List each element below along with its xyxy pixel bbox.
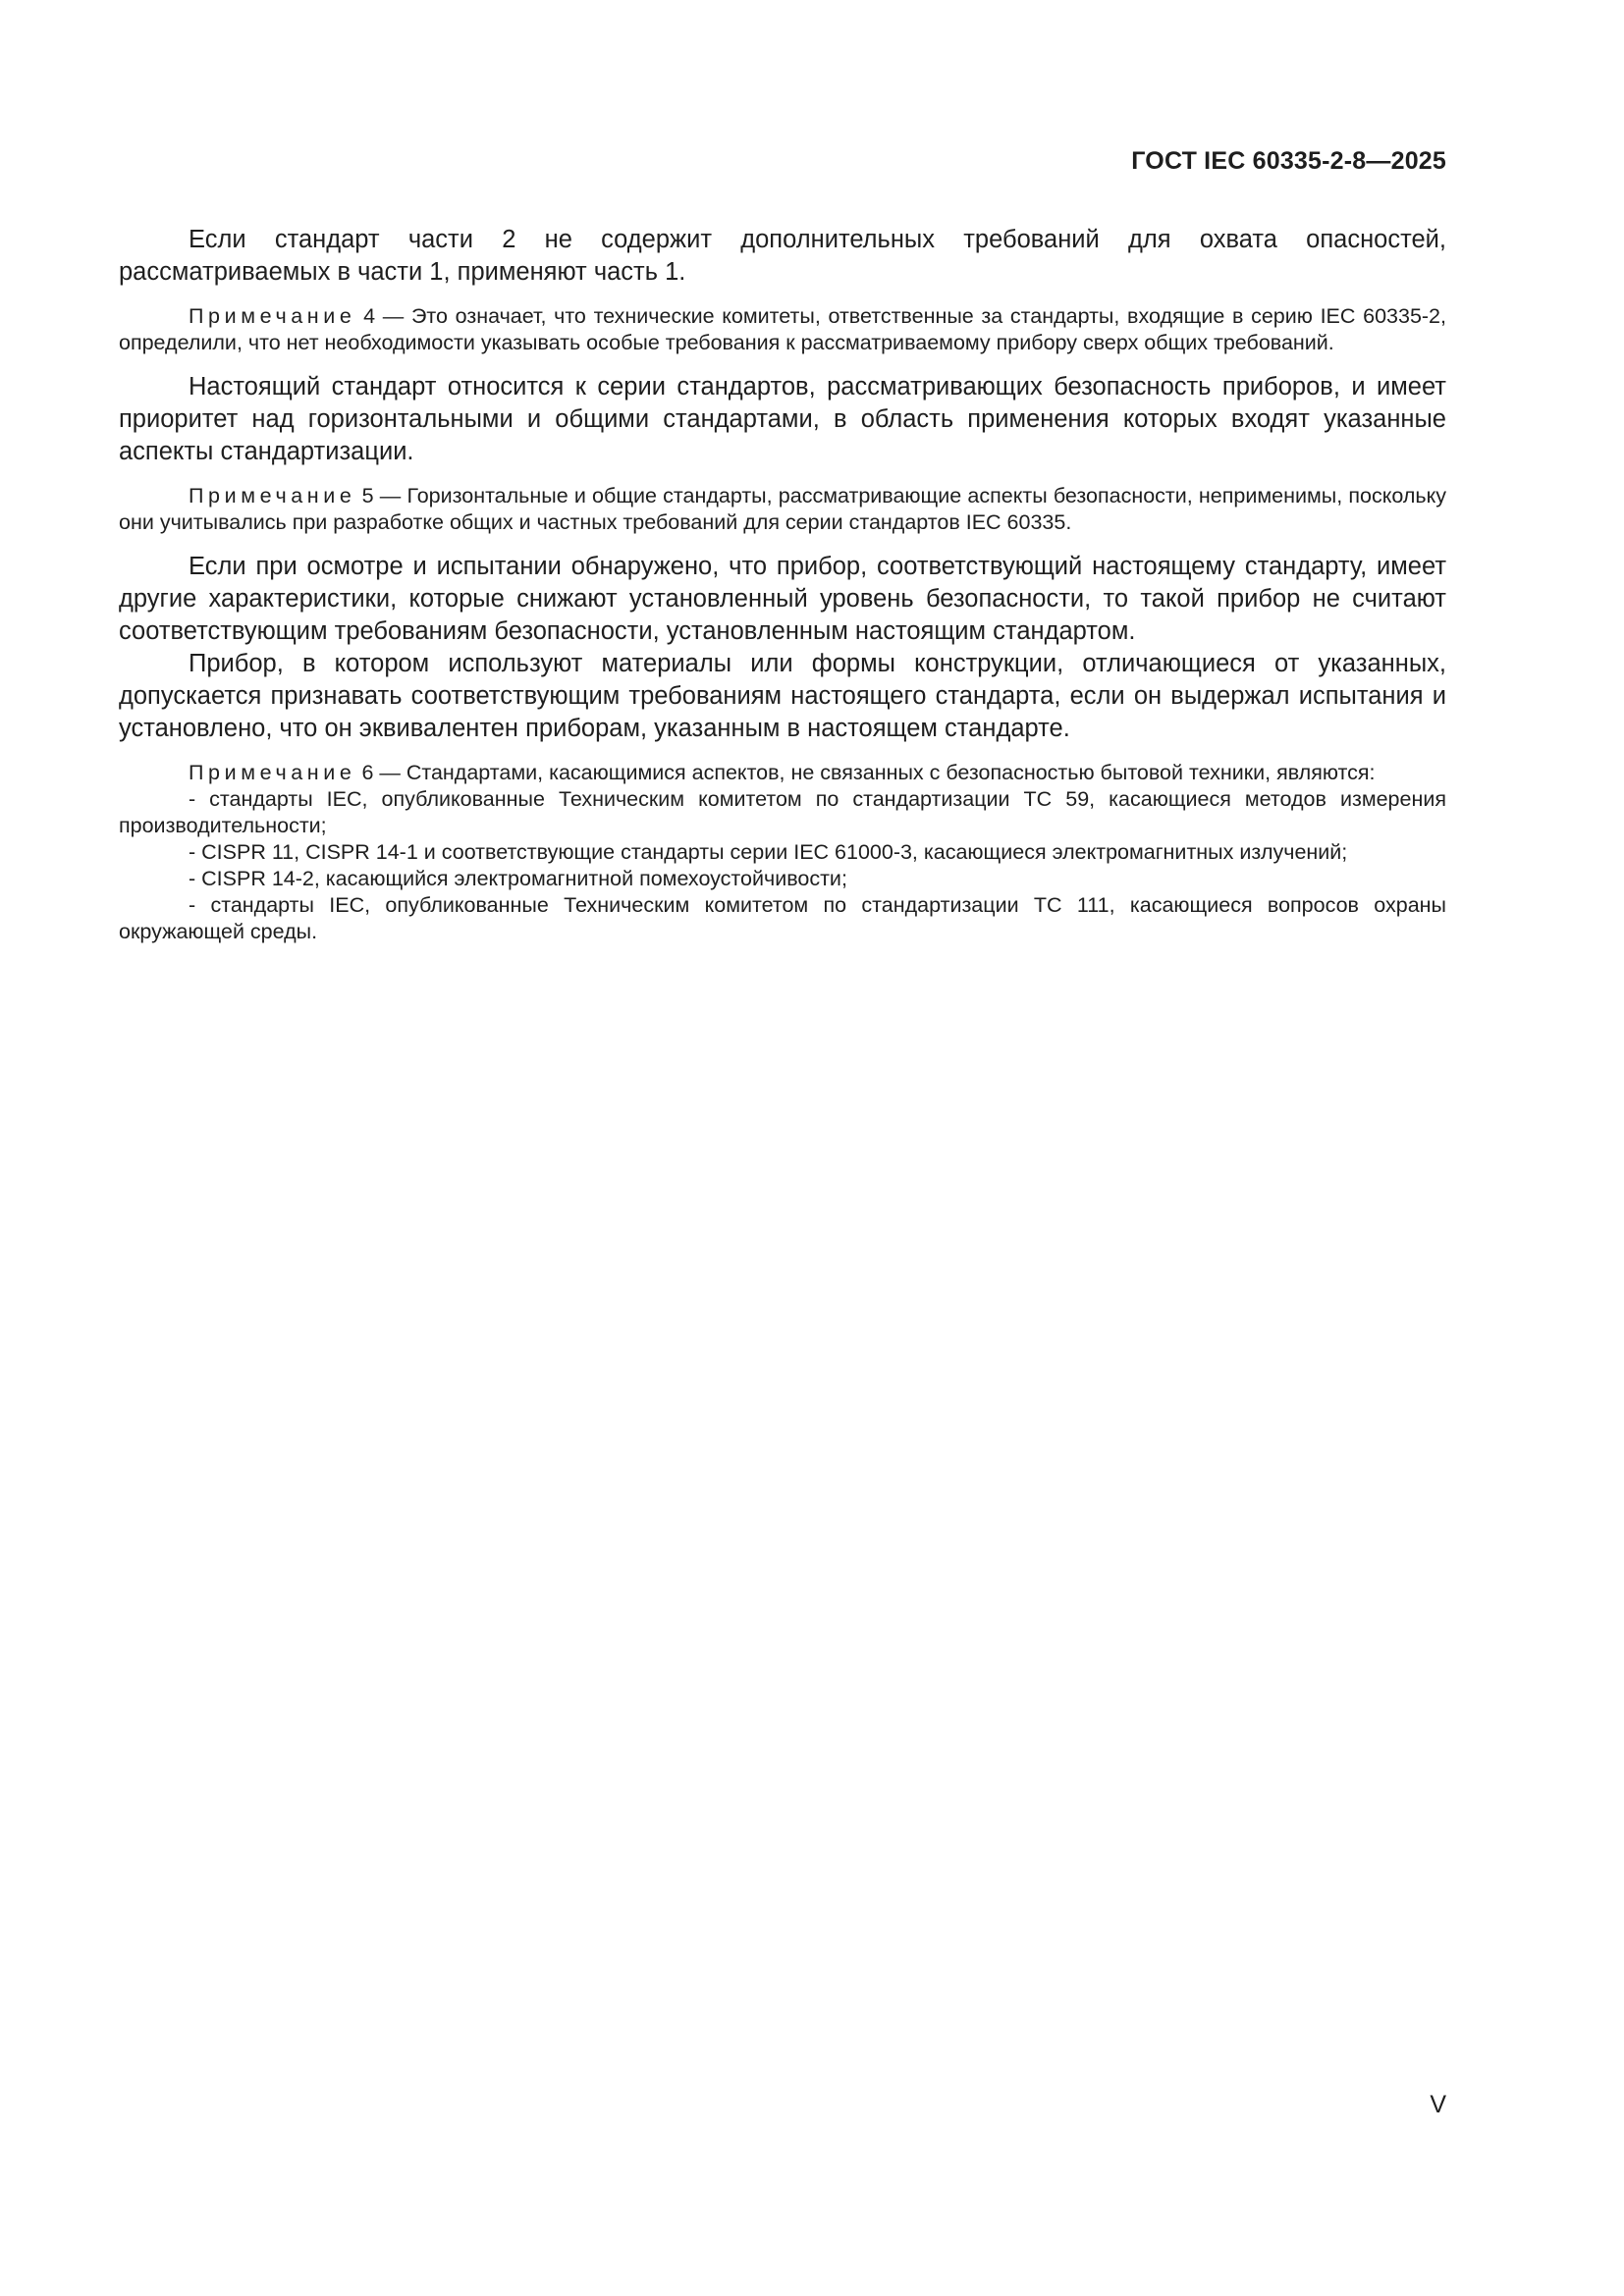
note-6-item: - CISPR 11, CISPR 14-1 и соответствующие стандарты серии IEC 61000-3, касающиеся электромагнитных излучений; — [189, 840, 1348, 864]
document-id-header: ГОСТ IEC 60335-2-8—2025 — [1131, 147, 1446, 175]
paragraph-part2-scope: Если стандарт части 2 не содержит дополнительных требований для охвата опасностей, рассматриваемых в части 1, применяют часть 1. — [119, 226, 1446, 286]
note-4-text: 4 — Это означает, что технические комитеты, ответственные за стандарты, входящие в серию IEC 60335-2, определили, что нет необходимости указывать особые требования к рассматриваемому прибору сверх общих требований. — [119, 304, 1446, 354]
note-4-label: Примечание — [189, 304, 356, 328]
note-5-text: 5 — Горизонтальные и общие стандарты, рассматривающие аспекты безопасности, неприменимы, поскольку они учитывались при разработке общих и частных требований для серии стандартов IEC 60335. — [119, 484, 1447, 534]
note-4 — [119, 303, 1446, 356]
note-5-label: Примечание — [189, 484, 356, 507]
note-6 — [119, 760, 1446, 786]
note-5 — [119, 483, 1446, 536]
paragraph-reduced-safety: Если при осмотре и испытании обнаружено, что прибор, соответствующий настоящему стандарту, имеет другие характеристики, которые снижают установленный уровень безопасности, то такой прибор не считают соответствующим требованиям безопасности, установленным настоящим стандартом. — [119, 553, 1446, 645]
note-6-item: - стандарты IEC, опубликованные Техническим комитетом по стандартизации ТС 111, касающиеся вопросов охраны окружающей среды. — [119, 893, 1446, 943]
page-number: V — [1430, 2091, 1446, 2118]
paragraph-series-priority: Настоящий стандарт относится к серии стандартов, рассматривающих безопасность приборов, и имеет приоритет над горизонтальными и общими стандартами, в область применения которых входят указанные аспекты стандартизации. — [119, 373, 1446, 465]
note-6-item: - стандарты IEC, опубликованные Техническим комитетом по стандартизации ТС 59, касающиеся методов измерения производительности; — [119, 787, 1446, 837]
note-6-label: Примечание — [189, 761, 356, 784]
note-6-item: - CISPR 14-2, касающийся электромагнитной помехоустойчивости; — [189, 867, 847, 890]
paragraph-alternative-materials: Прибор, в котором используют материалы или формы конструкции, отличающиеся от указанных, допускается признавать соответствующим требованиям настоящего стандарта, если он выдержал испытания и установлено, что он эквивалентен приборам, указанным в настоящем стандарте. — [119, 650, 1446, 742]
note-6-text: 6 — Стандартами, касающимися аспектов, не связанных с безопасностью бытовой техники, являются: — [361, 761, 1376, 784]
document-body — [119, 224, 1446, 945]
